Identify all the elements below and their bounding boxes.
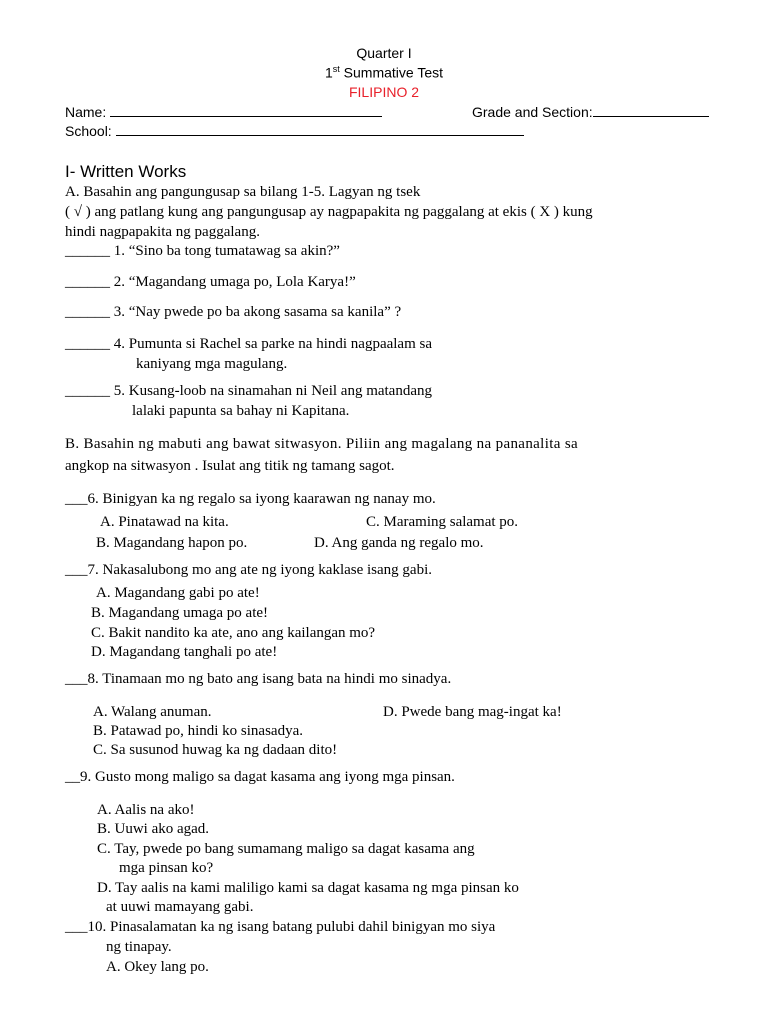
test-number-suffix: st: [332, 64, 340, 74]
school-label: School:: [65, 123, 112, 139]
partB-instruction-line: B. Basahin ng mabuti ang bawat sitwasyon. Piliin ang magalang na pananalita sa: [65, 436, 579, 452]
q7-choice-b: B. Magandang umaga po ate!: [91, 605, 269, 621]
answer-blank[interactable]: ______: [65, 336, 110, 352]
q7-choice-c: C. Bakit nandito ka ate, ano ang kailangan mo?: [91, 625, 376, 641]
question-10-stem: ___10. Pinasalamatan ka ng isang batang pulubi dahil binigyan mo siya: [65, 919, 496, 935]
partA-instruction-line: ( √ ) ang patlang kung ang pangungusap ay nagpapakita ng paggalang at ekis ( X ) kung: [65, 204, 593, 220]
school-field-line[interactable]: [116, 123, 524, 136]
test-title-text: Summative Test: [343, 64, 444, 81]
q6-choice-b: B. Magandang hapon po.: [96, 535, 248, 551]
grade-row: [472, 104, 709, 119]
q9-choice-c-continued: mga pinsan ko?: [119, 860, 214, 876]
q10-choice-a: A. Okey lang po.: [106, 959, 209, 975]
name-field-line[interactable]: [110, 104, 382, 117]
q8-choice-d: D. Pwede bang mag-ingat ka!: [383, 704, 562, 720]
q7-choice-d: D. Magandang tanghali po ate!: [91, 644, 278, 660]
item-text: 1. “Sino ba tong tumatawag sa akin?”: [113, 243, 340, 259]
partA-item-3: [65, 305, 401, 320]
partB-instruction-line: angkop na sitwasyon . Isulat ang titik ng tamang sagot.: [65, 458, 395, 474]
question-9-stem: __9. Gusto mong maligo sa dagat kasama ang iyong mga pinsan.: [65, 769, 455, 785]
item-text: 3. “Nay pwede po ba akong sasama sa kanila” ?: [113, 304, 402, 320]
partA-instruction-line: A. Basahin ang pangungusap sa bilang 1-5. Lagyan ng tsek: [65, 184, 421, 200]
school-row: [65, 123, 524, 138]
name-row: [65, 104, 382, 119]
partA-item-1: [65, 244, 340, 259]
q6-choice-d: D. Ang ganda ng regalo mo.: [314, 535, 484, 551]
answer-blank[interactable]: ______: [65, 274, 110, 290]
answer-blank[interactable]: ______: [65, 304, 110, 320]
grade-section-label: Grade and Section:: [472, 104, 593, 120]
q7-choice-a: A. Magandang gabi po ate!: [96, 585, 260, 601]
test-title: [0, 65, 768, 80]
q8-choice-c: C. Sa susunod huwag ka ng dadaan dito!: [93, 742, 338, 758]
grade-section-field-line[interactable]: [593, 104, 709, 117]
quarter-label: Quarter I: [356, 45, 412, 61]
answer-blank[interactable]: ______: [65, 243, 110, 259]
question-6-stem: ___6. Binigyan ka ng regalo sa iyong kaarawan ng nanay mo.: [65, 491, 436, 507]
question-7-stem: ___7. Nakasalubong mo ang ate ng iyong kaklase isang gabi.: [65, 562, 433, 578]
q9-choice-d: D. Tay aalis na kami maliligo kami sa dagat kasama ng mga pinsan ko: [97, 880, 519, 896]
test-number: 1: [324, 64, 333, 81]
name-label: Name:: [65, 104, 107, 120]
item-text: 5. Kusang-loob na sinamahan ni Neil ang matandang: [113, 383, 433, 399]
q9-choice-b: B. Uuwi ako agad.: [97, 821, 210, 837]
partA-item-2: [65, 275, 356, 290]
partA-instruction-line: hindi nagpapakita ng paggalang.: [65, 224, 260, 240]
item-text: 2. “Magandang umaga po, Lola Karya!”: [113, 274, 356, 290]
q9-choice-d-continued: at uuwi mamayang gabi.: [106, 899, 254, 915]
q8-choice-a: A. Walang anuman.: [93, 704, 212, 720]
item-text: 4. Pumunta si Rachel sa parke na hindi nagpaalam sa: [113, 336, 432, 352]
question-10-stem-continued: ng tinapay.: [106, 939, 172, 955]
item-text-continued: lalaki papunta sa bahay ni Kapitana.: [132, 403, 350, 419]
q9-choice-a: A. Aalis na ako!: [97, 802, 195, 818]
q8-choice-b: B. Patawad po, hindi ko sinasadya.: [93, 723, 303, 739]
q9-choice-c: C. Tay, pwede po bang sumamang maligo sa dagat kasama ang: [97, 841, 475, 857]
section-title: I- Written Works: [65, 162, 187, 181]
answer-blank[interactable]: ______: [65, 383, 110, 399]
partA-item-4: [65, 337, 432, 352]
q6-choice-a: A. Pinatawad na kita.: [100, 514, 229, 530]
q6-choice-c: C. Maraming salamat po.: [366, 514, 519, 530]
item-text-continued: kaniyang mga magulang.: [136, 356, 288, 372]
partA-item-5: [65, 384, 432, 399]
question-8-stem: ___8. Tinamaan mo ng bato ang isang bata na hindi mo sinadya.: [65, 671, 452, 687]
subject-label: FILIPINO 2: [348, 84, 420, 100]
